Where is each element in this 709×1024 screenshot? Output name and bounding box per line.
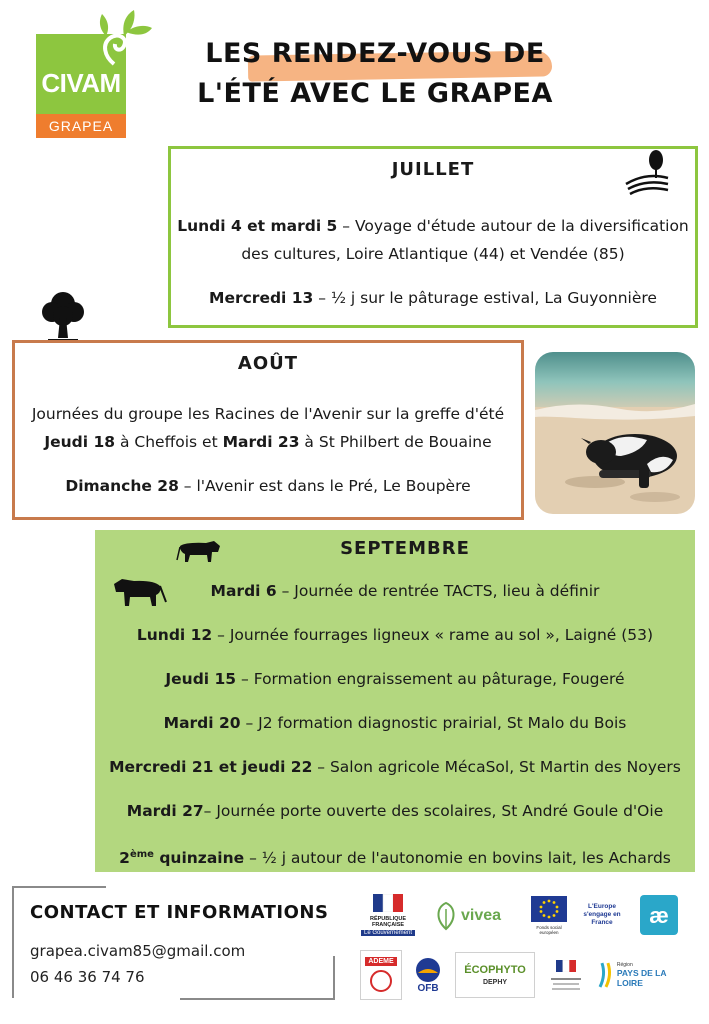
event-date: Jeudi 15 <box>165 670 237 688</box>
event-text: Salon agricole MécaSol, St Martin des Noyers <box>329 758 681 776</box>
event-date-num: 2 <box>119 849 130 868</box>
pdl-text: PAYS DE LA LOIRE <box>616 968 667 988</box>
juillet-event-1-cont: des cultures, Loire Atlantique (44) et Vendée (85) <box>241 245 625 263</box>
prefet-flag-icon <box>556 960 576 972</box>
event-date: Lundi 4 et mardi 5 <box>177 217 338 235</box>
event-text: à Cheffois et <box>115 433 223 451</box>
ecophyto-logo <box>455 952 535 998</box>
event-sep: – <box>276 582 295 600</box>
event-sep: – <box>236 670 254 688</box>
juillet-event-2 <box>171 285 695 311</box>
svg-text:æ: æ <box>649 903 669 928</box>
aout-event-2 <box>15 473 521 499</box>
title-line-1: LES RENDEZ-VOUS DE <box>205 38 545 69</box>
dephy-text: DEPHY <box>482 979 508 986</box>
ae-mark-icon <box>640 895 678 935</box>
vivea-text: vivea <box>461 907 502 924</box>
event-text: Formation engraissement au pâturage, Fougeré <box>253 670 625 688</box>
aout-event-1 <box>15 429 521 455</box>
event-text: Journée fourrages ligneux « rame au sol », Laigné (53) <box>229 626 654 644</box>
ofb-logo <box>408 950 448 1000</box>
contact-frame-bottom <box>180 998 335 1000</box>
event-sep: – <box>203 802 217 820</box>
event-sep: – <box>337 217 355 235</box>
aout-box <box>12 340 524 520</box>
logo-sub: GRAPEA <box>36 114 126 138</box>
logo-brand: CIVAM <box>41 68 121 98</box>
sept-event-4 <box>95 710 695 736</box>
tree-icon <box>38 288 88 342</box>
event-sep: – <box>178 477 197 495</box>
event-date <box>119 849 244 867</box>
cow-beach-photo <box>535 352 695 514</box>
sept-event-2 <box>95 622 695 648</box>
marianne-icon <box>373 894 403 912</box>
event-date: Mardi 27 <box>126 802 204 820</box>
event-date: Mardi 23 <box>222 433 300 451</box>
event-text: ½ j autour de l'autonomie en bovins lait, les Achards <box>261 849 671 868</box>
rf-line-1: RÉPUBLIQUE FRANÇAISE <box>369 916 407 928</box>
leaf-swirl-icon <box>94 6 154 68</box>
pdl-small-text: Région <box>616 962 633 968</box>
event-date-word: quinzaine <box>153 849 245 868</box>
ae-logo <box>638 890 680 940</box>
cow-icon-small <box>176 538 222 568</box>
europe-engage-logo <box>576 896 628 934</box>
prefet-logo <box>546 950 586 1000</box>
aout-heading: AOÛT <box>237 353 299 374</box>
event-date: Mercredi 13 <box>209 289 314 307</box>
pays-de-la-loire-logo <box>598 956 694 994</box>
civam-logo <box>36 34 126 138</box>
juillet-heading: JUILLET <box>391 159 475 180</box>
field-tree-icon <box>624 148 670 198</box>
contact-heading: CONTACT ET INFORMATIONS <box>30 902 329 923</box>
vivea-leaf-icon <box>433 901 459 931</box>
title-line-2: L'ÉTÉ AVEC LE GRAPEA <box>197 78 553 109</box>
ecophyto-text: ÉCOPHYTO <box>464 964 526 976</box>
event-text: Journée de rentrée TACTS, lieu à définir <box>294 582 600 600</box>
vivea-logo <box>433 892 519 940</box>
event-text: Voyage d'étude autour de la diversification <box>354 217 689 235</box>
contact-phone[interactable]: 06 46 36 74 76 <box>30 968 145 986</box>
event-date: Mardi 20 <box>163 714 241 732</box>
septembre-heading: SEPTEMBRE <box>340 538 470 559</box>
sept-event-3 <box>95 666 695 692</box>
event-text: J2 formation diagnostic prairial, St Malo du Bois <box>258 714 627 732</box>
septembre-box <box>95 530 695 872</box>
event-date: Jeudi 18 <box>44 433 116 451</box>
eu-fse-logo <box>528 892 570 938</box>
event-date: Mercredi 21 et jeudi 22 <box>109 758 313 776</box>
cow-icon-large <box>110 576 170 614</box>
republique-francaise-logo <box>355 888 421 942</box>
event-sep: – <box>313 289 331 307</box>
ademe-circle-icon <box>369 969 393 993</box>
juillet-box <box>168 146 698 328</box>
event-date-sup: ème <box>129 849 154 860</box>
pdl-stripes-icon <box>598 961 614 989</box>
sept-event-7 <box>95 842 695 871</box>
sept-event-1 <box>115 578 695 604</box>
juillet-event-1 <box>171 213 695 239</box>
contact-frame-left <box>12 886 14 998</box>
aout-intro: Journées du groupe les Racines de l'Avenir sur la greffe d'été <box>31 405 505 423</box>
rf-line-2: Le Gouvernement <box>361 930 415 936</box>
contact-frame-top <box>12 886 106 888</box>
europe-text: L'Europe s'engage en France <box>583 903 621 926</box>
ademe-text: ADEME <box>365 957 396 966</box>
event-text: ½ j sur le pâturage estival, La Guyonnière <box>330 289 657 307</box>
event-text: Journée porte ouverte des scolaires, St André Goule d'Oie <box>216 802 664 820</box>
event-sep: – <box>244 849 262 868</box>
event-sep: – <box>240 714 259 732</box>
sept-event-6 <box>95 798 695 824</box>
event-sep: – <box>212 626 230 644</box>
sept-event-5 <box>95 754 695 780</box>
page-title <box>165 34 585 114</box>
event-text: à St Philbert de Bouaine <box>299 433 492 451</box>
ademe-logo <box>360 950 402 1000</box>
eu-text: Fonds social européen <box>536 924 562 935</box>
ofb-text: OFB <box>417 982 439 994</box>
contact-email[interactable]: grapea.civam85@gmail.com <box>30 942 246 960</box>
event-sep: – <box>312 758 330 776</box>
event-date: Lundi 12 <box>136 626 213 644</box>
eu-flag-icon <box>531 896 567 922</box>
ofb-circle-icon <box>415 957 441 983</box>
event-text: l'Avenir est dans le Pré, Le Boupère <box>196 477 471 495</box>
event-date: Mardi 6 <box>210 582 277 600</box>
event-date: Dimanche 28 <box>65 477 179 495</box>
contact-frame-right <box>333 956 335 1000</box>
